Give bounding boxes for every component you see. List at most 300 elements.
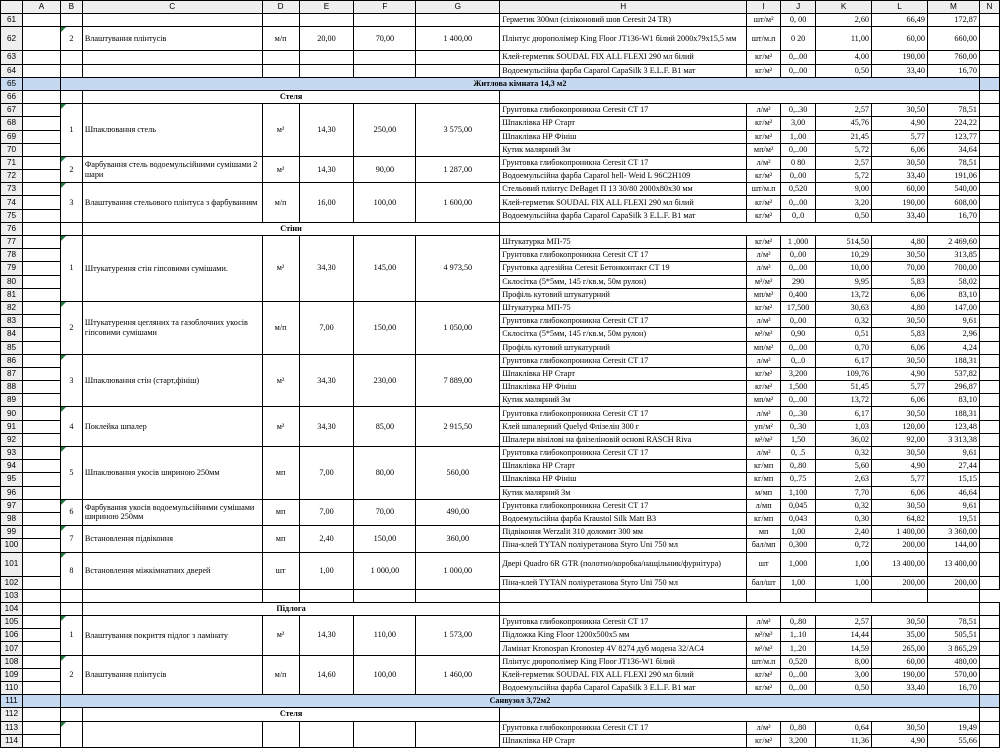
empty-cell[interactable] — [60, 589, 82, 602]
row-number[interactable]: 76 — [1, 222, 23, 235]
cell-n[interactable] — [979, 236, 999, 249]
material-price-cell[interactable]: 70,00 — [872, 262, 928, 275]
material-unit-cell[interactable]: м/мп — [747, 486, 781, 499]
material-unit-cell[interactable]: бал/мп — [747, 539, 781, 552]
work-number-cell[interactable]: 5 — [60, 447, 82, 500]
cell-n[interactable] — [979, 576, 999, 589]
cell-a[interactable] — [22, 552, 60, 576]
row-number[interactable]: 112 — [1, 708, 23, 721]
cell-a[interactable] — [22, 183, 60, 196]
column-header-i[interactable]: I — [747, 1, 781, 14]
material-price-cell[interactable]: 190,00 — [872, 51, 928, 64]
material-unit-cell[interactable]: мп/м² — [747, 341, 781, 354]
empty-cell[interactable] — [500, 589, 747, 602]
material-name-cell[interactable]: Шпаклівка НР Фініш — [500, 381, 747, 394]
material-name-cell[interactable]: Грунтовка глибокопроникна Ceresit CT 17 — [500, 447, 747, 460]
material-name-cell[interactable]: Підвіконня Werzalit 310 доломит 300 мм — [500, 526, 747, 539]
cell-b[interactable] — [60, 708, 82, 721]
material-name-cell[interactable]: Клей-герметик SOUDAL FIX ALL FLEXI 290 мл білий — [500, 51, 747, 64]
work-number-cell[interactable]: 3 — [60, 354, 82, 407]
material-unit-cell[interactable]: л/м² — [747, 156, 781, 169]
cell-a[interactable] — [22, 328, 60, 341]
row-number[interactable]: 113 — [1, 721, 23, 734]
material-unit-cell[interactable]: кг/м² — [747, 668, 781, 681]
cell-n[interactable] — [979, 655, 999, 668]
material-quantity-cell[interactable]: 6,17 — [816, 407, 872, 420]
material-name-cell[interactable]: Плінтус дюрополімер King Floor JT136-W1 білий 2000х79х15,5 мм — [500, 27, 747, 51]
material-name-cell[interactable]: Шпаклівка НР Старт — [500, 117, 747, 130]
cell-n[interactable] — [979, 629, 999, 642]
material-price-cell[interactable]: 190,00 — [872, 668, 928, 681]
row-number[interactable]: 99 — [1, 526, 23, 539]
work-description-cell[interactable]: Фарбування укосів водоемульсійними сумішами шириною 250мм — [82, 499, 262, 525]
work-total-cell[interactable]: 1 000,00 — [416, 552, 500, 589]
cell-a[interactable] — [22, 156, 60, 169]
work-price-cell[interactable]: 150,00 — [354, 526, 416, 552]
row-number[interactable]: 79 — [1, 262, 23, 275]
material-price-cell[interactable]: 30,50 — [872, 249, 928, 262]
cell-n[interactable] — [979, 616, 999, 629]
consumption-rate-cell[interactable]: 1,.10 — [781, 629, 816, 642]
consumption-rate-cell[interactable]: 0,400 — [781, 288, 816, 301]
material-quantity-cell[interactable]: 0,30 — [816, 512, 872, 525]
empty-cell[interactable] — [872, 589, 928, 602]
material-price-cell[interactable]: 6,06 — [872, 288, 928, 301]
material-price-cell[interactable]: 200,00 — [872, 576, 928, 589]
cell-a[interactable] — [22, 262, 60, 275]
work-total-cell[interactable]: 1 600,00 — [416, 183, 500, 223]
consumption-rate-cell[interactable]: 0,300 — [781, 539, 816, 552]
material-unit-cell[interactable]: кг/м² — [747, 130, 781, 143]
work-quantity-cell[interactable]: 14,30 — [299, 156, 354, 182]
material-price-cell[interactable]: 4,90 — [872, 367, 928, 380]
material-unit-cell[interactable]: кг/м² — [747, 51, 781, 64]
consumption-rate-cell[interactable]: 0,520 — [781, 183, 816, 196]
cell-n[interactable] — [979, 315, 999, 328]
cell-a[interactable] — [22, 143, 60, 156]
consumption-rate-cell[interactable]: 0,..00 — [781, 394, 816, 407]
cell-n[interactable] — [979, 734, 999, 747]
row-number[interactable]: 70 — [1, 143, 23, 156]
material-unit-cell[interactable]: м²/м² — [747, 433, 781, 446]
material-quantity-cell[interactable]: 13,72 — [816, 288, 872, 301]
material-unit-cell[interactable]: кг/мп — [747, 460, 781, 473]
consumption-rate-cell[interactable]: 0,.80 — [781, 616, 816, 629]
cell-n[interactable] — [979, 526, 999, 539]
material-unit-cell[interactable]: шт/м² — [747, 14, 781, 27]
material-price-cell[interactable]: 200,00 — [872, 539, 928, 552]
cell-a[interactable] — [22, 721, 60, 734]
material-price-cell[interactable]: 4,90 — [872, 734, 928, 747]
work-unit-cell[interactable]: м² — [262, 354, 299, 407]
work-price-cell[interactable]: 230,00 — [354, 354, 416, 407]
material-price-cell[interactable]: 13 400,00 — [872, 552, 928, 576]
cell-a[interactable] — [22, 196, 60, 209]
work-cell-b[interactable] — [60, 14, 82, 27]
material-price-cell[interactable]: 64,82 — [872, 512, 928, 525]
cell-n[interactable] — [979, 117, 999, 130]
material-quantity-cell[interactable]: 0,72 — [816, 539, 872, 552]
work-quantity-cell[interactable]: 14,60 — [299, 655, 354, 695]
cell-n[interactable] — [979, 301, 999, 314]
cell-n[interactable] — [979, 473, 999, 486]
material-price-cell[interactable]: 30,50 — [872, 616, 928, 629]
row-number[interactable]: 109 — [1, 668, 23, 681]
material-price-cell[interactable]: 5,77 — [872, 130, 928, 143]
work-total-cell[interactable]: 7 889,00 — [416, 354, 500, 407]
work-cell-g[interactable] — [416, 51, 500, 64]
cell-n[interactable] — [979, 104, 999, 117]
work-price-cell[interactable]: 80,00 — [354, 447, 416, 500]
material-price-cell[interactable]: 30,50 — [872, 721, 928, 734]
work-description-cell[interactable]: Влаштування плінтусів — [82, 655, 262, 695]
material-price-cell[interactable]: 6,06 — [872, 341, 928, 354]
cell-h-m[interactable] — [500, 222, 980, 235]
work-price-cell[interactable]: 90,00 — [354, 156, 416, 182]
cell-a[interactable] — [22, 512, 60, 525]
material-total-cell[interactable]: 3 313,38 — [927, 433, 979, 446]
row-number[interactable]: 90 — [1, 407, 23, 420]
material-total-cell[interactable]: 608,00 — [927, 196, 979, 209]
cell-a[interactable] — [22, 222, 60, 235]
material-total-cell[interactable]: 200,00 — [927, 576, 979, 589]
material-total-cell[interactable]: 19,49 — [927, 721, 979, 734]
cell-a[interactable] — [22, 394, 60, 407]
cell-n[interactable] — [979, 407, 999, 420]
work-price-cell[interactable]: 70,00 — [354, 499, 416, 525]
cell-a[interactable] — [22, 14, 60, 27]
work-total-cell[interactable]: 1 287,00 — [416, 156, 500, 182]
cell-n[interactable] — [979, 183, 999, 196]
work-description-cell[interactable]: Штукатурення цегляних та газоблочних укосів гіпсовими сумішами — [82, 301, 262, 354]
work-total-cell[interactable]: 1 460,00 — [416, 655, 500, 695]
material-price-cell[interactable]: 33,40 — [872, 209, 928, 222]
empty-cell[interactable] — [416, 589, 500, 602]
row-number[interactable]: 114 — [1, 734, 23, 747]
material-quantity-cell[interactable]: 2,60 — [816, 14, 872, 27]
material-total-cell[interactable]: 123,48 — [927, 420, 979, 433]
material-total-cell[interactable]: 9,61 — [927, 315, 979, 328]
material-unit-cell[interactable]: кг/мп — [747, 473, 781, 486]
cell-a[interactable] — [22, 117, 60, 130]
work-description-cell[interactable]: Встановлення підвіконня — [82, 526, 262, 552]
material-name-cell[interactable]: Піна-клей TYTAN поліуретанова Styro Uni 750 мл — [500, 576, 747, 589]
work-cell-f[interactable] — [354, 14, 416, 27]
consumption-rate-cell[interactable]: 1 ,000 — [781, 236, 816, 249]
material-unit-cell[interactable]: уп/м² — [747, 420, 781, 433]
material-total-cell[interactable]: 660,00 — [927, 27, 979, 51]
material-price-cell[interactable]: 5,83 — [872, 328, 928, 341]
cell-b[interactable] — [60, 222, 82, 235]
consumption-rate-cell[interactable]: 0,..00 — [781, 341, 816, 354]
work-number-cell[interactable]: 8 — [60, 552, 82, 589]
cell-n[interactable] — [979, 130, 999, 143]
row-number[interactable]: 93 — [1, 447, 23, 460]
material-total-cell[interactable]: 760,00 — [927, 51, 979, 64]
consumption-rate-cell[interactable]: 0,..00 — [781, 262, 816, 275]
work-cell-e[interactable] — [299, 51, 354, 64]
cell-n[interactable] — [979, 341, 999, 354]
cell-n[interactable] — [979, 354, 999, 367]
cell-n[interactable] — [979, 143, 999, 156]
material-name-cell[interactable]: Шпаклівка НР Старт — [500, 460, 747, 473]
material-unit-cell[interactable]: кг/мп — [747, 512, 781, 525]
work-total-cell[interactable]: 360,00 — [416, 526, 500, 552]
row-number[interactable]: 92 — [1, 433, 23, 446]
work-description-cell[interactable]: Встановлення міжкімнатних дверей — [82, 552, 262, 589]
material-total-cell[interactable]: 78,51 — [927, 156, 979, 169]
material-price-cell[interactable]: 33,40 — [872, 170, 928, 183]
material-name-cell[interactable]: Грунтовка глибокопроникна Ceresit CT 17 — [500, 616, 747, 629]
empty-cell[interactable] — [747, 589, 781, 602]
material-name-cell[interactable]: Склосітка (5*5мм, 145 г/кв.м, 50м рулон) — [500, 275, 747, 288]
work-cell-d[interactable] — [262, 51, 299, 64]
work-total-cell[interactable]: 1 050,00 — [416, 301, 500, 354]
work-cell-f[interactable] — [354, 51, 416, 64]
cell-n[interactable] — [979, 381, 999, 394]
work-quantity-cell[interactable]: 14,30 — [299, 616, 354, 656]
material-total-cell[interactable]: 4,24 — [927, 341, 979, 354]
material-name-cell[interactable]: Клей-герметик SOUDAL FIX ALL FLEXI 290 мл білий — [500, 196, 747, 209]
material-quantity-cell[interactable]: 2,63 — [816, 473, 872, 486]
material-name-cell[interactable]: Стельовий плінтус DeBaget П 13 30/80 2000х80х30 мм — [500, 183, 747, 196]
section-title-cell[interactable]: Санвузол 3,72м2 — [60, 695, 979, 708]
cell-a[interactable] — [22, 486, 60, 499]
work-total-cell[interactable]: 1 573,00 — [416, 616, 500, 656]
cell-a[interactable] — [22, 602, 60, 615]
material-price-cell[interactable]: 6,06 — [872, 394, 928, 407]
row-number[interactable]: 61 — [1, 14, 23, 27]
cell-a[interactable] — [22, 275, 60, 288]
material-quantity-cell[interactable]: 36,02 — [816, 433, 872, 446]
cell-a[interactable] — [22, 589, 60, 602]
material-price-cell[interactable]: 30,50 — [872, 156, 928, 169]
cell-a[interactable] — [22, 77, 60, 90]
column-header-f[interactable]: F — [354, 1, 416, 14]
consumption-rate-cell[interactable]: 290 — [781, 275, 816, 288]
work-cell-d[interactable] — [262, 64, 299, 77]
consumption-rate-cell[interactable]: 1,00 — [781, 576, 816, 589]
cell-n[interactable] — [979, 695, 999, 708]
cell-n[interactable] — [979, 460, 999, 473]
material-total-cell[interactable]: 191,06 — [927, 170, 979, 183]
material-unit-cell[interactable]: м²/м² — [747, 328, 781, 341]
work-cell-g[interactable] — [416, 64, 500, 77]
cell-n[interactable] — [979, 249, 999, 262]
work-quantity-cell[interactable]: 1,00 — [299, 552, 354, 589]
row-number[interactable]: 107 — [1, 642, 23, 655]
column-header-m[interactable]: M — [927, 1, 979, 14]
material-quantity-cell[interactable]: 2,57 — [816, 156, 872, 169]
row-number[interactable]: 68 — [1, 117, 23, 130]
work-unit-cell[interactable]: м² — [262, 156, 299, 182]
row-number[interactable]: 101 — [1, 552, 23, 576]
work-total-cell[interactable] — [416, 721, 500, 747]
cell-n[interactable] — [979, 51, 999, 64]
material-total-cell[interactable]: 700,00 — [927, 262, 979, 275]
empty-cell[interactable] — [781, 589, 816, 602]
row-number[interactable]: 108 — [1, 655, 23, 668]
cell-a[interactable] — [22, 433, 60, 446]
material-total-cell[interactable]: 19,51 — [927, 512, 979, 525]
row-number[interactable]: 87 — [1, 367, 23, 380]
row-number[interactable]: 83 — [1, 315, 23, 328]
material-quantity-cell[interactable]: 3,20 — [816, 196, 872, 209]
material-total-cell[interactable]: 15,15 — [927, 473, 979, 486]
material-total-cell[interactable]: 540,00 — [927, 183, 979, 196]
material-total-cell[interactable]: 78,51 — [927, 104, 979, 117]
material-unit-cell[interactable]: кг/м² — [747, 734, 781, 747]
work-unit-cell[interactable]: м/п — [262, 183, 299, 223]
work-number-cell[interactable]: 2 — [60, 156, 82, 182]
material-quantity-cell[interactable]: 5,60 — [816, 460, 872, 473]
material-quantity-cell[interactable]: 0,32 — [816, 447, 872, 460]
consumption-rate-cell[interactable]: 0,..00 — [781, 51, 816, 64]
consumption-rate-cell[interactable]: 0,..00 — [781, 196, 816, 209]
consumption-rate-cell[interactable]: 1,500 — [781, 381, 816, 394]
cell-n[interactable] — [979, 14, 999, 27]
material-quantity-cell[interactable]: 5,72 — [816, 143, 872, 156]
work-unit-cell[interactable]: шт — [262, 552, 299, 589]
work-quantity-cell[interactable]: 34,30 — [299, 354, 354, 407]
cell-a[interactable] — [22, 209, 60, 222]
material-price-cell[interactable]: 60,00 — [872, 183, 928, 196]
work-quantity-cell[interactable]: 34,30 — [299, 236, 354, 302]
material-quantity-cell[interactable]: 514,50 — [816, 236, 872, 249]
work-number-cell[interactable]: 4 — [60, 407, 82, 447]
work-unit-cell[interactable]: мп — [262, 526, 299, 552]
consumption-rate-cell[interactable]: 0 80 — [781, 156, 816, 169]
row-number[interactable]: 67 — [1, 104, 23, 117]
work-description-cell[interactable]: Штукатурення стін гіпсовими сумішами. — [82, 236, 262, 302]
material-name-cell[interactable]: Кутик малярний 3м — [500, 486, 747, 499]
row-number[interactable]: 85 — [1, 341, 23, 354]
cell-a[interactable] — [22, 236, 60, 249]
row-number[interactable]: 98 — [1, 512, 23, 525]
material-total-cell[interactable]: 3 360,00 — [927, 526, 979, 539]
row-number[interactable]: 65 — [1, 77, 23, 90]
column-header-e[interactable]: E — [299, 1, 354, 14]
material-quantity-cell[interactable]: 0,32 — [816, 315, 872, 328]
material-price-cell[interactable]: 66,49 — [872, 14, 928, 27]
cell-a[interactable] — [22, 629, 60, 642]
material-total-cell[interactable]: 2 469,60 — [927, 236, 979, 249]
consumption-rate-cell[interactable]: 0, .5 — [781, 447, 816, 460]
material-name-cell[interactable]: Клей шпалерний Quelyd Флізелін 300 г — [500, 420, 747, 433]
material-name-cell[interactable]: Плінтус дюрополімер King Floor JT136-W1 білий — [500, 655, 747, 668]
material-price-cell[interactable]: 6,06 — [872, 486, 928, 499]
cell-a[interactable] — [22, 420, 60, 433]
consumption-rate-cell[interactable]: 17,500 — [781, 301, 816, 314]
material-name-cell[interactable]: Підложка King Floor 1200х500х5 мм — [500, 629, 747, 642]
work-cell-f[interactable] — [354, 64, 416, 77]
material-name-cell[interactable]: Клей-герметик SOUDAL FIX ALL FLEXI 290 мл білий — [500, 668, 747, 681]
material-total-cell[interactable]: 78,51 — [927, 616, 979, 629]
material-quantity-cell[interactable]: 21,45 — [816, 130, 872, 143]
material-total-cell[interactable]: 296,87 — [927, 381, 979, 394]
empty-cell[interactable] — [816, 589, 872, 602]
material-name-cell[interactable]: Грунтовка глибокопроникна Ceresit CT 17 — [500, 407, 747, 420]
material-name-cell[interactable]: Водоемульсійна фарба Caparol CapaSilk 3 E.L.F. B1 мат — [500, 64, 747, 77]
cell-n[interactable] — [979, 90, 999, 103]
work-total-cell[interactable]: 3 575,00 — [416, 104, 500, 157]
material-quantity-cell[interactable]: 11,00 — [816, 27, 872, 51]
consumption-rate-cell[interactable]: 1,.20 — [781, 642, 816, 655]
material-price-cell[interactable]: 6,06 — [872, 143, 928, 156]
material-quantity-cell[interactable]: 0,50 — [816, 682, 872, 695]
cell-n[interactable] — [979, 209, 999, 222]
cell-a[interactable] — [22, 695, 60, 708]
work-quantity-cell[interactable]: 7,00 — [299, 301, 354, 354]
work-number-cell[interactable]: 3 — [60, 183, 82, 223]
material-price-cell[interactable]: 30,50 — [872, 447, 928, 460]
work-unit-cell[interactable]: м/п — [262, 301, 299, 354]
empty-cell[interactable] — [262, 589, 299, 602]
work-quantity-cell[interactable]: 7,00 — [299, 499, 354, 525]
consumption-rate-cell[interactable]: 0,.75 — [781, 473, 816, 486]
column-header-n[interactable]: N — [979, 1, 999, 14]
material-quantity-cell[interactable]: 10,29 — [816, 249, 872, 262]
row-number[interactable]: 86 — [1, 354, 23, 367]
material-unit-cell[interactable]: л/м² — [747, 721, 781, 734]
work-number-cell[interactable]: 1 — [60, 236, 82, 302]
consumption-rate-cell[interactable]: 0,.80 — [781, 721, 816, 734]
row-number[interactable]: 105 — [1, 616, 23, 629]
cell-a[interactable] — [22, 526, 60, 539]
consumption-rate-cell[interactable]: 0,..00 — [781, 64, 816, 77]
cell-h-m[interactable] — [500, 708, 980, 721]
material-quantity-cell[interactable]: 2,57 — [816, 616, 872, 629]
row-number[interactable]: 74 — [1, 196, 23, 209]
material-quantity-cell[interactable]: 8,00 — [816, 655, 872, 668]
material-unit-cell[interactable]: мп — [747, 526, 781, 539]
material-name-cell[interactable]: Піна-клей TYTAN поліуретанова Styro Uni 750 мл — [500, 539, 747, 552]
cell-n[interactable] — [979, 394, 999, 407]
row-number[interactable]: 63 — [1, 51, 23, 64]
work-cell-b[interactable] — [60, 64, 82, 77]
material-name-cell[interactable]: Водоемульсійна фарба Caparol hell- Weid L 96C2H109 — [500, 170, 747, 183]
row-number[interactable]: 73 — [1, 183, 23, 196]
cell-a[interactable] — [22, 301, 60, 314]
material-name-cell[interactable]: Грунтовка глибокопроникна Ceresit CT 17 — [500, 104, 747, 117]
material-unit-cell[interactable]: мп/м² — [747, 288, 781, 301]
consumption-rate-cell[interactable]: 3,200 — [781, 367, 816, 380]
cell-a[interactable] — [22, 708, 60, 721]
consumption-rate-cell[interactable]: 0,..0 — [781, 354, 816, 367]
material-price-cell[interactable]: 120,00 — [872, 420, 928, 433]
material-price-cell[interactable]: 265,00 — [872, 642, 928, 655]
material-total-cell[interactable]: 83,10 — [927, 288, 979, 301]
consumption-rate-cell[interactable]: 0,.80 — [781, 460, 816, 473]
work-quantity-cell[interactable]: 34,30 — [299, 407, 354, 447]
material-price-cell[interactable]: 4,80 — [872, 236, 928, 249]
material-name-cell[interactable]: Ламінат Kronospan Kronostep 4V 8274 дуб модена 32/AC4 — [500, 642, 747, 655]
work-number-cell[interactable]: 2 — [60, 301, 82, 354]
column-header-l[interactable]: L — [872, 1, 928, 14]
cell-a[interactable] — [22, 64, 60, 77]
material-total-cell[interactable]: 505,51 — [927, 629, 979, 642]
column-header-k[interactable]: K — [816, 1, 872, 14]
row-number[interactable]: 100 — [1, 539, 23, 552]
row-number[interactable]: 82 — [1, 301, 23, 314]
subsection-title-cell[interactable]: Стеля — [82, 708, 499, 721]
material-name-cell[interactable]: Грунтовка глибокопроникна Ceresit CT 17 — [500, 499, 747, 512]
row-number[interactable]: 94 — [1, 460, 23, 473]
material-quantity-cell[interactable]: 6,17 — [816, 354, 872, 367]
work-description-cell[interactable]: Влаштування стельового плінтуса з фарбуванням — [82, 183, 262, 223]
work-quantity-cell[interactable]: 7,00 — [299, 447, 354, 500]
work-number-cell[interactable]: 1 — [60, 616, 82, 656]
